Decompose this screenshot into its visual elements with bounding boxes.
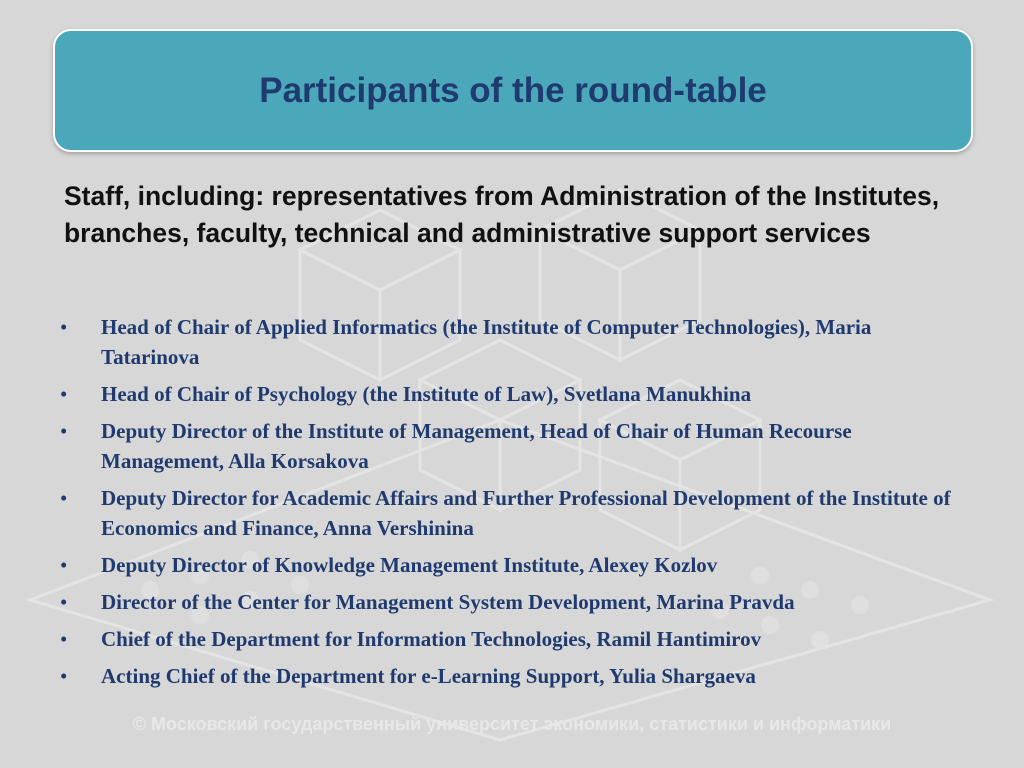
slide-title: Participants of the round-table [259, 70, 767, 110]
list-item [60, 483, 960, 543]
intro-paragraph: Staff, including: representatives from Administration of the Institutes, branches, faculty, technical and administrative support services [64, 181, 940, 248]
list-item [60, 624, 960, 654]
list-item [60, 416, 960, 476]
list-item-text: Head of Chair of Psychology (the Institute of Law), Svetlana Manukhina [101, 382, 752, 406]
list-item [60, 661, 960, 691]
title-banner [53, 29, 973, 152]
bullet: • [60, 553, 68, 577]
bullet: • [60, 590, 68, 614]
list-item-text: Deputy Director for Academic Affairs and Further Professional Development of the Institute of Economics and Finance, Anna Vershinina [101, 486, 951, 540]
participants-list [60, 312, 960, 698]
list-item [60, 550, 960, 580]
footer-copyright: © Московский государственный университет экономики, статистики и информатики [132, 714, 892, 734]
list-item [60, 587, 960, 617]
bullet: • [60, 664, 68, 688]
list-item-text: Deputy Director of Knowledge Management Institute, Alexey Kozlov [101, 553, 718, 577]
list-item-text: Head of Chair of Applied Informatics (the Institute of Computer Technologies), Maria Tatarinova [101, 315, 872, 369]
list-item-text: Chief of the Department for Information Technologies, Ramil Hantimirov [101, 627, 762, 651]
list-item [60, 312, 960, 372]
list-item-text: Acting Chief of the Department for e-Learning Support, Yulia Shargaeva [101, 664, 756, 688]
bullet: • [60, 486, 68, 510]
bullet: • [60, 627, 68, 651]
bullet: • [60, 419, 68, 443]
list-item [60, 379, 960, 409]
bullet: • [60, 382, 68, 406]
list-item-text: Deputy Director of the Institute of Management, Head of Chair of Human Recourse Management, Alla Korsakova [101, 419, 852, 473]
bullet: • [60, 315, 68, 339]
list-item-text: Director of the Center for Management System Development, Marina Pravda [101, 590, 795, 614]
